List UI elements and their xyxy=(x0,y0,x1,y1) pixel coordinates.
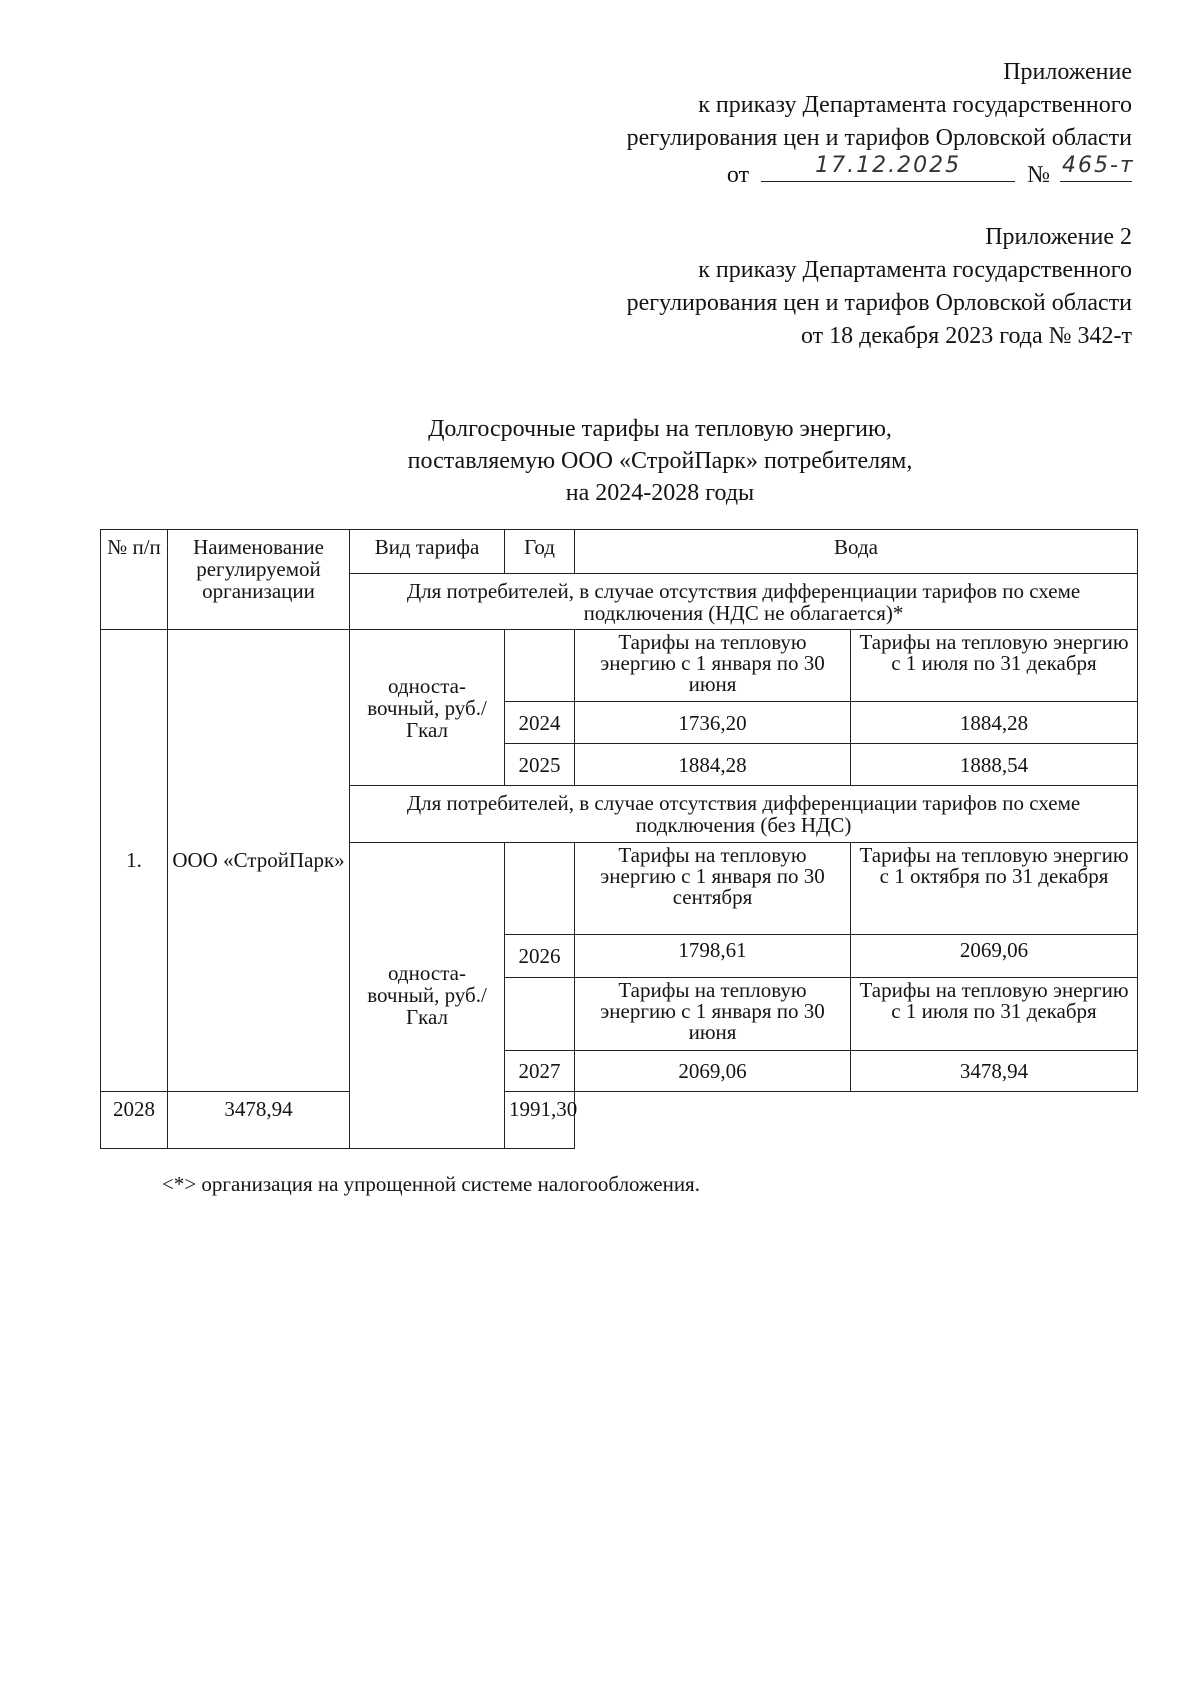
document-title-line-2: поставляемую ООО «СтройПарк» потребителям, xyxy=(407,448,913,474)
value-cell: 2069,06 xyxy=(851,934,1138,977)
value-cell: 1884,28 xyxy=(851,702,1138,744)
year-cell: 2027 xyxy=(505,1050,575,1091)
header-org: Наименование регулируемой организации xyxy=(168,530,350,630)
footnote: <*> организация на упрощенной системе налогообложения. xyxy=(162,1172,700,1196)
appendix-2-line-2: регулирования цен и тарифов Орловской области xyxy=(626,290,1132,316)
year-cell: 2024 xyxy=(505,702,575,744)
appendix-header xyxy=(626,56,1135,192)
org-name: ООО «СтройПарк» xyxy=(168,630,350,1091)
header-tariff-type: Вид тарифа xyxy=(350,530,505,574)
empty-year-cell xyxy=(505,842,575,934)
tariff-type-2: односта-вочный, руб./Гкал xyxy=(350,842,505,1148)
section-title-1: Для потребителей, в случае отсутствия дифференциации тарифов по схеме подключения (НДС не облагается)* xyxy=(350,574,1138,630)
appendix-line-2: регулирования цен и тарифов Орловской области xyxy=(626,125,1132,151)
value-cell: 1798,61 xyxy=(575,934,851,977)
number-field xyxy=(1060,153,1135,182)
number-prefix: № xyxy=(1027,162,1050,188)
year-cell: 2028 xyxy=(101,1091,168,1148)
date-prefix: от xyxy=(726,162,750,188)
section-title-2: Для потребителей, в случае отсутствия дифференциации тарифов по схеме подключения (без НДС) xyxy=(350,786,1138,842)
empty-year-cell xyxy=(505,630,575,702)
table-header-row xyxy=(101,530,1138,574)
date-field xyxy=(761,155,1015,182)
value-cell: 3478,94 xyxy=(851,1050,1138,1091)
appendix-2-line-1: к приказу Департамента государственного xyxy=(698,257,1132,283)
appendix-2-line-3: от 18 декабря 2023 года № 342-т xyxy=(800,323,1132,349)
handwritten-date: 17.12.2025 xyxy=(815,153,962,178)
value-cell: 1991,30 xyxy=(505,1091,575,1148)
table-row xyxy=(101,1091,1138,1148)
subheader-jan-sep: Тарифы на тепловую энергию с 1 января по 30 сентября xyxy=(575,842,851,934)
appendix-title: Приложение xyxy=(1003,59,1132,85)
header-water: Вода xyxy=(575,530,1138,574)
document-title-line-1: Долгосрочные тарифы на тепловую энергию, xyxy=(428,416,892,442)
subheader-oct-dec: Тарифы на тепловую энергию с 1 октября по 31 декабря xyxy=(851,842,1138,934)
year-cell: 2025 xyxy=(505,744,575,786)
value-cell: 3478,94 xyxy=(168,1091,350,1148)
value-cell: 1736,20 xyxy=(575,702,851,744)
appendix-2-header xyxy=(627,221,1132,353)
subheader-jul-dec: Тарифы на тепловую энергию с 1 июля по 31 декабря xyxy=(851,630,1138,702)
header-year: Год xyxy=(505,530,575,574)
value-cell: 1884,28 xyxy=(575,744,851,786)
tariff-table xyxy=(100,529,1138,1149)
year-cell: 2026 xyxy=(505,934,575,977)
document-title-line-3: на 2024-2028 годы xyxy=(565,480,755,506)
document-title xyxy=(0,413,1200,509)
table-subheader-row xyxy=(101,630,1138,702)
appendix-line-1: к приказу Департамента государственного xyxy=(698,92,1132,118)
value-cell: 2069,06 xyxy=(575,1050,851,1091)
appendix-date-line xyxy=(627,153,1135,192)
subheader-jan-jun: Тарифы на тепловую энергию с 1 января по 30 июня xyxy=(575,630,851,702)
handwritten-number: 465-т xyxy=(1062,153,1135,178)
value-cell: 1888,54 xyxy=(851,744,1138,786)
subheader-jul-dec: Тарифы на тепловую энергию с 1 июля по 31 декабря xyxy=(851,977,1138,1050)
row-number: 1. xyxy=(101,630,168,1091)
appendix-2-title: Приложение 2 xyxy=(985,224,1132,250)
header-num: № п/п xyxy=(101,530,168,630)
empty-year-cell xyxy=(505,977,575,1050)
tariff-type-1: односта-вочный, руб./Гкал xyxy=(350,630,505,786)
subheader-jan-jun: Тарифы на тепловую энергию с 1 января по 30 июня xyxy=(575,977,851,1050)
